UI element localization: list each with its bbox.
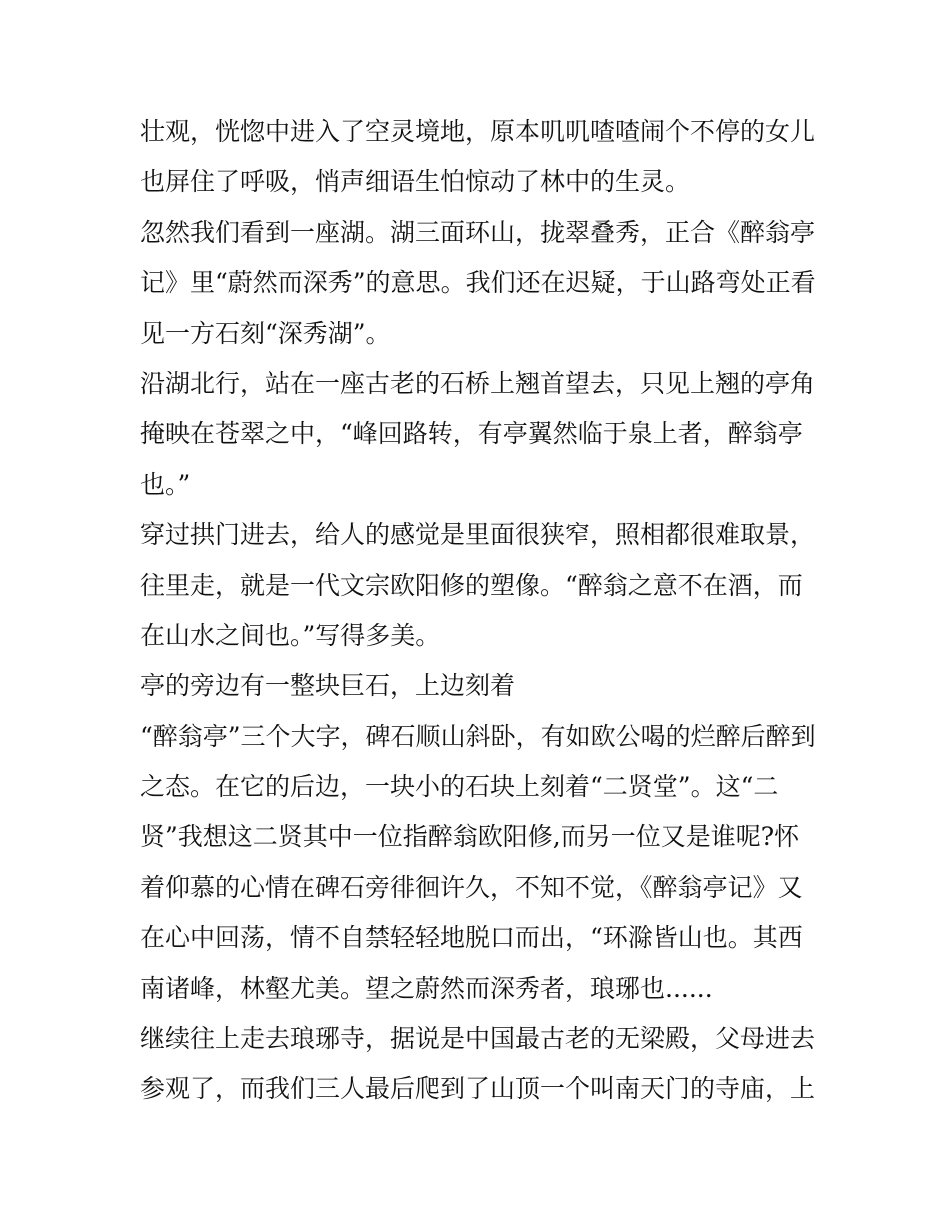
text-line: 也。”: [140, 469, 191, 499]
body-text: [140, 107, 820, 1115]
text-line: 往里走，就是一代文宗欧阳修的塑像。“醉翁之意不在酒，而: [140, 570, 803, 600]
text-line: 壮观，恍惚中进入了空灵境地，原本叽叽喳喳闹个不停的女儿: [140, 117, 816, 146]
text-line: 参观了，而我们三人最后爬到了山顶一个叫南天门的寺庙，上: [140, 1074, 816, 1104]
text-line: 在山水之间也。”写得多美。: [140, 620, 441, 650]
text-line: 之态。在它的后边，一块小的石块上刻着“二贤堂”。这“二: [140, 772, 779, 802]
text-line: 在心中回荡，情不自禁轻轻地脱口而出，“环滁皆山也。其西: [140, 923, 803, 953]
text-line: 南诸峰，林壑尤美。望之蔚然而深秀者，琅琊也......: [140, 973, 713, 1003]
text-line: 掩映在苍翠之中，“峰回路转，有亭翼然临于泉上者，醉翁亭: [140, 419, 803, 449]
text-line: 穿过拱门进去，给人的感觉是里面很狭窄，照相都很难取景，: [140, 520, 816, 550]
text-line: 见一方石刻“深秀湖”。: [140, 318, 391, 348]
text-line: 继续往上走去琅琊寺，据说是中国最古老的无梁殿，父母进去: [140, 1024, 816, 1054]
text-line: 亭的旁边有一整块巨石，上边刻着: [140, 671, 516, 701]
text-line: 也屏住了呼吸，悄声细语生怕惊动了林中的生灵。: [140, 167, 691, 197]
text-line: 贤”我想这二贤其中一位指醉翁欧阳修,而另一位又是谁呢?怀: [140, 822, 800, 852]
text-line: 着仰慕的心情在碑石旁徘徊许久，不知不觉，《醉翁亭记》又: [140, 872, 803, 902]
text-line: 沿湖北行，站在一座古老的石桥上翘首望去，只见上翘的亭角: [140, 368, 816, 398]
text-line: 忽然我们看到一座湖。湖三面环山，拢翠叠秀，正合《醉翁亭: [140, 217, 816, 247]
text-line: 记》里“蔚然而深秀”的意思。我们还在迟疑，于山路弯处正看: [140, 268, 816, 298]
text-line: “醉翁亭”三个大字，碑石顺山斜卧，有如欧公喝的烂醉后醉到: [140, 721, 816, 751]
